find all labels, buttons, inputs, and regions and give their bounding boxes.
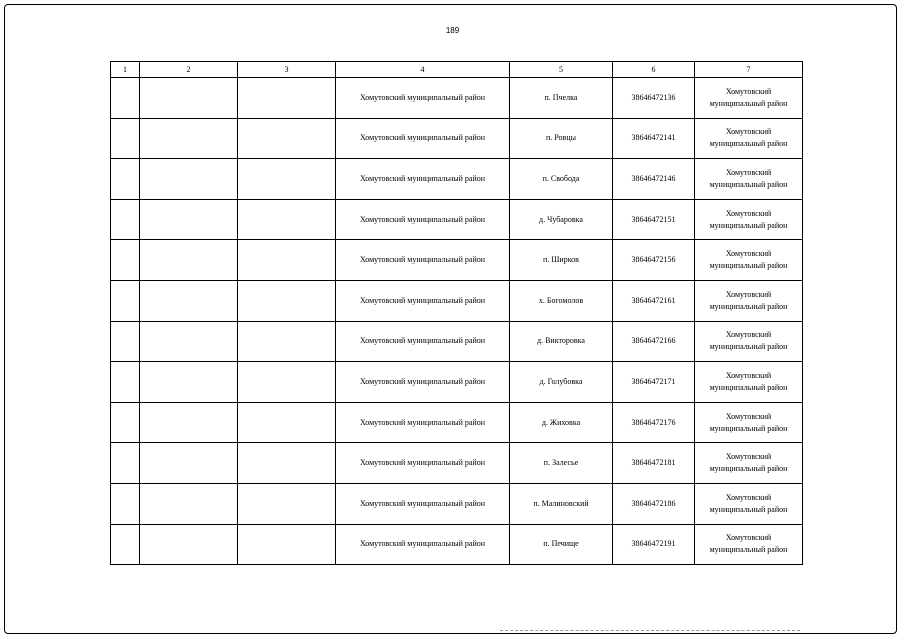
header-col-1: 1 — [111, 62, 140, 78]
cell-c4: Хомутовский муниципальный район — [336, 483, 510, 524]
header-col-2: 2 — [140, 62, 238, 78]
cell-c3 — [238, 321, 336, 362]
cell-c3 — [238, 240, 336, 281]
header-col-4: 4 — [336, 62, 510, 78]
page-number: 189 — [445, 26, 460, 35]
cell-c7-line1: Хомутовский — [725, 492, 772, 502]
cell-c7-line2: муниципальный район — [709, 545, 788, 555]
cell-c3 — [238, 524, 336, 565]
cell-c5: п. Залесье — [510, 443, 613, 484]
cell-c7-line1: Хомутовский — [725, 452, 772, 462]
cell-c4: Хомутовский муниципальный район — [336, 362, 510, 403]
cell-c7-line1: Хомутовский — [725, 411, 772, 421]
cell-c3 — [238, 362, 336, 403]
cell-c7 — [695, 159, 803, 200]
table-row — [111, 240, 803, 281]
cell-c6: 38646472176 — [613, 402, 695, 443]
cell-c1 — [111, 199, 140, 240]
table-row — [111, 483, 803, 524]
cell-c7-line1: Хомутовский — [725, 330, 772, 340]
cell-c7-line2: муниципальный район — [709, 139, 788, 149]
cell-c6: 38646472191 — [613, 524, 695, 565]
cell-c1 — [111, 321, 140, 362]
cell-c4: Хомутовский муниципальный район — [336, 321, 510, 362]
scan-artifact-line — [500, 630, 800, 634]
cell-c7-line1: Хомутовский — [725, 167, 772, 177]
table-row — [111, 78, 803, 119]
cell-c6: 38646472186 — [613, 483, 695, 524]
table-row — [111, 362, 803, 403]
cell-c6: 38646472171 — [613, 362, 695, 403]
cell-c2 — [140, 240, 238, 281]
cell-c7 — [695, 443, 803, 484]
table-row — [111, 321, 803, 362]
header-col-3: 3 — [238, 62, 336, 78]
cell-c6: 38646472161 — [613, 280, 695, 321]
cell-c4: Хомутовский муниципальный район — [336, 78, 510, 119]
cell-c7-line1: Хомутовский — [725, 289, 772, 299]
cell-c5: д. Голубовка — [510, 362, 613, 403]
cell-c3 — [238, 402, 336, 443]
cell-c4: Хомутовский муниципальный район — [336, 199, 510, 240]
cell-c2 — [140, 443, 238, 484]
cell-c7 — [695, 483, 803, 524]
cell-c7-line2: муниципальный район — [709, 98, 788, 108]
cell-c7-line2: муниципальный район — [709, 423, 788, 433]
cell-c3 — [238, 78, 336, 119]
cell-c1 — [111, 443, 140, 484]
cell-c6: 38646472166 — [613, 321, 695, 362]
cell-c3 — [238, 443, 336, 484]
cell-c7-line2: муниципальный район — [709, 301, 788, 311]
cell-c7-line2: муниципальный район — [709, 179, 788, 189]
cell-c2 — [140, 483, 238, 524]
cell-c7-line2: муниципальный район — [709, 342, 788, 352]
cell-c6: 38646472136 — [613, 78, 695, 119]
cell-c1 — [111, 362, 140, 403]
cell-c7-line1: Хомутовский — [725, 86, 772, 96]
cell-c7 — [695, 321, 803, 362]
cell-c2 — [140, 280, 238, 321]
cell-c1 — [111, 524, 140, 565]
header-col-7: 7 — [695, 62, 803, 78]
cell-c4: Хомутовский муниципальный район — [336, 280, 510, 321]
cell-c3 — [238, 199, 336, 240]
cell-c5: д. Викторовка — [510, 321, 613, 362]
cell-c4: Хомутовский муниципальный район — [336, 443, 510, 484]
cell-c7 — [695, 524, 803, 565]
cell-c2 — [140, 402, 238, 443]
cell-c2 — [140, 199, 238, 240]
cell-c3 — [238, 483, 336, 524]
cell-c1 — [111, 240, 140, 281]
cell-c2 — [140, 321, 238, 362]
cell-c2 — [140, 159, 238, 200]
cell-c2 — [140, 78, 238, 119]
cell-c7 — [695, 78, 803, 119]
cell-c5: д. Чубаровка — [510, 199, 613, 240]
header-col-5: 5 — [510, 62, 613, 78]
cell-c7-line2: муниципальный район — [709, 504, 788, 514]
cell-c7-line1: Хомутовский — [725, 533, 772, 543]
header-col-6: 6 — [613, 62, 695, 78]
cell-c6: 38646472181 — [613, 443, 695, 484]
cell-c1 — [111, 118, 140, 159]
cell-c4: Хомутовский муниципальный район — [336, 240, 510, 281]
cell-c4: Хомутовский муниципальный район — [336, 118, 510, 159]
cell-c7-line2: муниципальный район — [709, 464, 788, 474]
cell-c1 — [111, 483, 140, 524]
cell-c3 — [238, 280, 336, 321]
cell-c7 — [695, 240, 803, 281]
table-row — [111, 280, 803, 321]
cell-c3 — [238, 118, 336, 159]
table-row — [111, 159, 803, 200]
cell-c5: п. Ровцы — [510, 118, 613, 159]
table-row — [111, 402, 803, 443]
cell-c1 — [111, 159, 140, 200]
header-row — [111, 62, 803, 78]
cell-c7-line1: Хомутовский — [725, 127, 772, 137]
cell-c7-line1: Хомутовский — [725, 370, 772, 380]
cell-c5: х. Богомолов — [510, 280, 613, 321]
cell-c6: 38646472146 — [613, 159, 695, 200]
cell-c4: Хомутовский муниципальный район — [336, 524, 510, 565]
cell-c7 — [695, 118, 803, 159]
cell-c7 — [695, 280, 803, 321]
cell-c1 — [111, 402, 140, 443]
cell-c7 — [695, 402, 803, 443]
cell-c1 — [111, 280, 140, 321]
cell-c7-line1: Хомутовский — [725, 208, 772, 218]
cell-c5: п. Пчелка — [510, 78, 613, 119]
table-row — [111, 443, 803, 484]
cell-c4: Хомутовский муниципальный район — [336, 159, 510, 200]
table-row — [111, 524, 803, 565]
cell-c1 — [111, 78, 140, 119]
cell-c7-line1: Хомутовский — [725, 249, 772, 259]
cell-c7-line2: муниципальный район — [709, 261, 788, 271]
cell-c6: 38646472151 — [613, 199, 695, 240]
cell-c4: Хомутовский муниципальный район — [336, 402, 510, 443]
cell-c2 — [140, 524, 238, 565]
cell-c2 — [140, 118, 238, 159]
cell-c7 — [695, 362, 803, 403]
cell-c6: 38646472141 — [613, 118, 695, 159]
cell-c2 — [140, 362, 238, 403]
cell-c5: д. Жиховка — [510, 402, 613, 443]
cell-c5: п. Печище — [510, 524, 613, 565]
settlements-table — [110, 61, 803, 565]
cell-c6: 38646472156 — [613, 240, 695, 281]
cell-c3 — [238, 159, 336, 200]
cell-c7 — [695, 199, 803, 240]
cell-c7-line2: муниципальный район — [709, 382, 788, 392]
table-row — [111, 199, 803, 240]
cell-c5: п. Ширков — [510, 240, 613, 281]
cell-c5: п. Свобода — [510, 159, 613, 200]
cell-c7-line2: муниципальный район — [709, 220, 788, 230]
cell-c5: п. Малиновский — [510, 483, 613, 524]
table-row — [111, 118, 803, 159]
